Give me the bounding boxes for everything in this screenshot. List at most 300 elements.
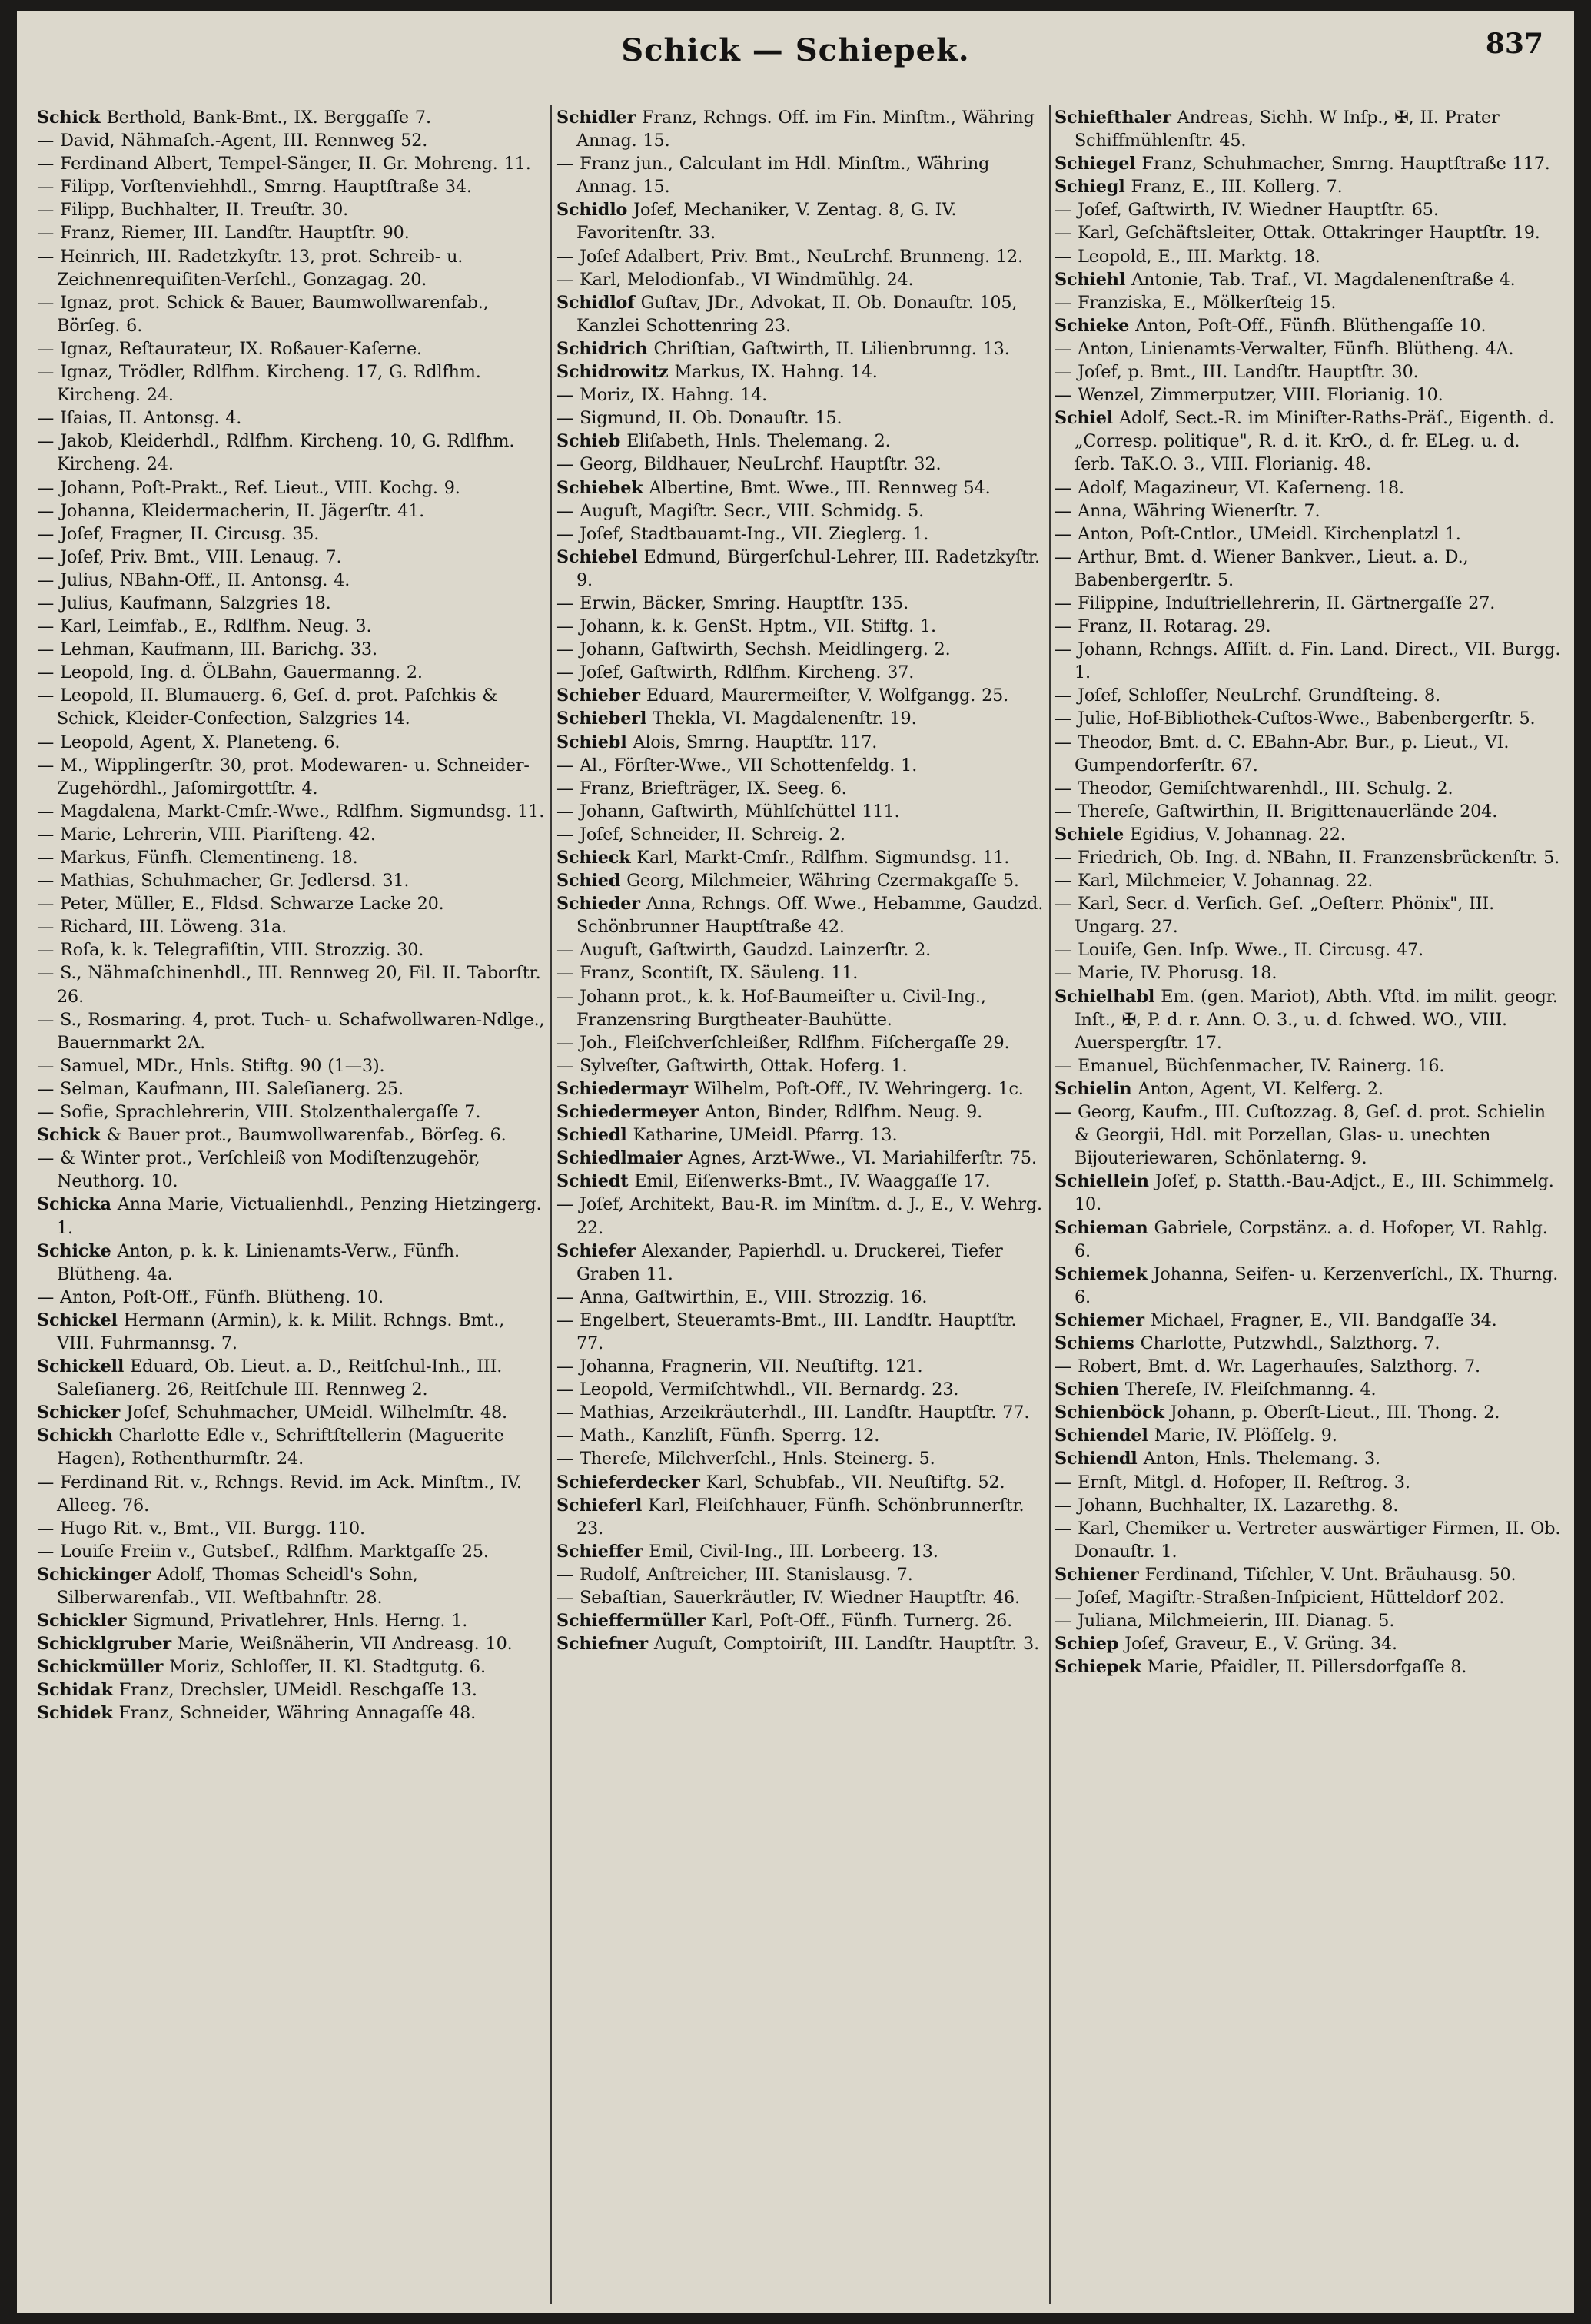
entry-text: Johanna, Seifen- u. Kerzenverſchl., IX. Thurng. 6.	[1075, 1263, 1559, 1307]
entry-surname: Schieck	[556, 848, 631, 868]
entry-text: — Karl, Geſchäftsleiter, Ottak. Ottakringer Hauptſtr. 19.	[1055, 223, 1540, 244]
entry-text: — Roſa, k. k. Telegrafiſtin, VIII. Strozzig. 30.	[37, 940, 424, 961]
entry-surname: Schiellein	[1055, 1171, 1149, 1192]
directory-entry	[1055, 1632, 1562, 1655]
directory-entry	[556, 1031, 1044, 1054]
directory-entry	[556, 1447, 1044, 1470]
entry-text: Georg, Milchmeier, Währing Czermakgaſſe 5.	[620, 871, 1019, 891]
directory-entry	[556, 869, 1044, 892]
entry-text: — Theodor, Gemiſchtwarenhdl., III. Schulg. 2.	[1055, 778, 1453, 798]
directory-entry	[37, 337, 547, 360]
directory-entry	[556, 684, 1044, 707]
entry-text: Joſef, p. Statth.-Bau-Adjct., E., III. Schimmelg. 10.	[1075, 1171, 1554, 1215]
directory-entry	[1055, 985, 1562, 1054]
entry-surname: Schicke	[37, 1240, 111, 1261]
directory-entry	[37, 684, 547, 730]
entry-surname: Schickinger	[37, 1564, 151, 1585]
directory-entry	[556, 638, 1044, 661]
entry-text: — Karl, Melodionfab., VI Windmühlg. 24.	[556, 269, 914, 290]
entry-text: — Lehman, Kaufmann, III. Barichg. 33.	[37, 639, 377, 660]
directory-entry	[37, 1655, 547, 1678]
directory-entry	[1055, 892, 1562, 938]
directory-entry	[556, 823, 1044, 846]
entry-surname: Schiedt	[556, 1171, 629, 1192]
entry-text: Eduard, Ob. Lieut. a. D., Reitſchul-Inh., III. Saleſianerg. 26, Reitſchule III. Rennweg 2.	[57, 1356, 503, 1400]
entry-surname: Schickmüller	[37, 1657, 164, 1678]
entry-text: — Emanuel, Büchſenmacher, IV. Rainerg. 16.	[1055, 1055, 1445, 1076]
entry-surname: Schidek	[37, 1703, 113, 1724]
directory-entry	[1055, 1494, 1562, 1517]
entry-text: Franz, Schneider, Währing Annagaſſe 48.	[112, 1703, 477, 1724]
directory-entry	[37, 846, 547, 869]
directory-entry	[37, 175, 547, 198]
entry-surname: Schieke	[1055, 315, 1130, 336]
entry-surname: Schieder	[556, 894, 640, 915]
directory-entry	[1055, 500, 1562, 523]
entry-text: — Auguſt, Gaſtwirth, Gaudzd. Lainzerſtr. 2.	[556, 940, 932, 961]
directory-entry	[37, 198, 547, 221]
entry-text: — Julie, Hof-Bibliothek-Cuſtos-Wwe., Babenbergerſtr. 5.	[1055, 709, 1536, 729]
directory-entry	[1055, 1471, 1562, 1494]
column-2	[556, 106, 1044, 2304]
entry-text: — Franz, II. Rotarag. 29.	[1055, 616, 1271, 637]
directory-entry	[37, 800, 547, 823]
directory-entry	[556, 1401, 1044, 1424]
directory-entry	[556, 1309, 1044, 1355]
entry-text: — Joſef, Fragner, II. Circusg. 35.	[37, 523, 320, 544]
directory-entry	[556, 661, 1044, 684]
directory-entry	[1055, 823, 1562, 846]
entry-text: — Filippine, Induſtriellehrerin, II. Gärtnergaſſe 27.	[1055, 593, 1496, 613]
entry-surname: Schiebl	[556, 732, 627, 752]
entry-text: — Sigmund, II. Ob. Donauſtr. 15.	[556, 408, 842, 429]
directory-entry	[1055, 1101, 1562, 1170]
entry-text: — Ferdinand Albert, Tempel-Sänger, II. Gr. Mohreng. 11.	[37, 154, 531, 174]
directory-entry	[556, 1124, 1044, 1147]
entry-surname: Schieffermüller	[556, 1611, 706, 1632]
entry-text: — Julius, NBahn-Off., II. Antonsg. 4.	[37, 569, 350, 590]
entry-text: — M., Wipplingerſtr. 30, prot. Modewaren- u. Schneider-Zugehördhl., Jaſomirgottſtr. 4.	[37, 755, 530, 798]
entry-text: — Louiſe Freiin v., Gutsbeſ., Rdlfhm. Marktgaſſe 25.	[37, 1541, 489, 1562]
directory-entry	[556, 754, 1044, 777]
entry-text: — Ferdinand Rit. v., Rchngs. Revid. im Ack. Minſtm., IV. Alleeg. 76.	[37, 1472, 522, 1516]
directory-entry	[1055, 731, 1562, 777]
entry-surname: Schickell	[37, 1356, 125, 1377]
entry-surname: Schidrich	[556, 338, 648, 359]
directory-entry	[556, 476, 1044, 500]
directory-entry	[37, 1193, 547, 1239]
entry-text: — Franz, Scontiſt, IX. Säuleng. 11.	[556, 963, 859, 984]
directory-entry	[37, 1517, 547, 1540]
directory-entry	[556, 1563, 1044, 1586]
directory-entry	[37, 569, 547, 592]
entry-surname: Schiegl	[1055, 177, 1125, 198]
entry-text: Em. (gen. Mariot), Abth. Vſtd. im milit. geogr. Inſt., ✠, P. d. r. Ann. O. 3., u. d. ſchwed. WO., VIII. Auerspergſtr. 17.	[1075, 986, 1558, 1053]
directory-entry	[1055, 1170, 1562, 1216]
directory-entry	[37, 500, 547, 523]
entry-text: Johann, p. Oberſt-Lieut., III. Thong. 2.	[1164, 1403, 1500, 1423]
directory-entry	[1055, 360, 1562, 383]
directory-entry	[556, 1471, 1044, 1494]
entry-text: — Al., Förſter-Wwe., VII Schottenfeldg. 1.	[556, 755, 918, 775]
directory-entry	[556, 985, 1044, 1031]
entry-text: Markus, IX. Hahng. 14.	[668, 362, 878, 383]
entry-text: — Wenzel, Zimmerputzer, VIII. Florianig. 10.	[1055, 385, 1443, 406]
directory-entry	[1055, 314, 1562, 337]
directory-entry	[37, 245, 547, 291]
entry-text: — Joſef, Gaſtwirth, IV. Wiedner Hauptſtr. 65.	[1055, 200, 1439, 221]
entry-text: — Iſaias, II. Antonsg. 4.	[37, 408, 242, 429]
entry-surname: Schiegel	[1055, 154, 1136, 174]
directory-entry	[556, 961, 1044, 984]
entry-text: — Joſef, Magiſtr.-Straßen-Inſpicient, Hütteldorf 202.	[1055, 1588, 1505, 1608]
directory-entry	[556, 1355, 1044, 1378]
directory-entry	[1055, 800, 1562, 823]
directory-entry	[556, 106, 1044, 152]
directory-entry	[556, 1054, 1044, 1077]
entry-text: Gabriele, Corpstänz. a. d. Hofoper, VI. Rahlg. 6.	[1075, 1217, 1548, 1261]
entry-text: — Filipp, Buchhalter, II. Treuſtr. 30.	[37, 200, 349, 221]
entry-surname: Schiep	[1055, 1634, 1119, 1655]
entry-text: Wilhelm, Poſt-Off., IV. Wehringerg. 1c.	[688, 1078, 1024, 1099]
directory-entry	[1055, 407, 1562, 476]
entry-text: — Moriz, IX. Hahng. 14.	[556, 385, 768, 406]
column-1	[37, 106, 547, 2304]
entry-surname: Schidler	[556, 108, 636, 128]
entry-text: Emil, Eiſenwerks-Bmt., IV. Waaggaſſe 17.	[628, 1171, 991, 1192]
directory-entry	[37, 523, 547, 546]
entry-surname: Schiedl	[556, 1125, 627, 1146]
running-head: Schick — Schiepek.	[621, 32, 970, 68]
entry-text: — Georg, Bildhauer, NeuLrchf. Hauptſtr. 32.	[556, 454, 942, 475]
entry-text: Michael, Fragner, E., VII. Bandgaſſe 34.	[1144, 1310, 1497, 1330]
entry-text: — Juliana, Milchmeierin, III. Dianag. 5.	[1055, 1611, 1395, 1632]
entry-text: — Joſef, p. Bmt., III. Landſtr. Hauptſtr. 30.	[1055, 362, 1419, 383]
entry-text: — Anna, Währing Wienerſtr. 7.	[1055, 500, 1320, 521]
directory-entry	[1055, 152, 1562, 175]
entry-text: Joſef, Schuhmacher, UMeidl. Wilhelmſtr. 48.	[120, 1403, 507, 1423]
entry-surname: Schied	[556, 871, 621, 891]
directory-entry	[556, 731, 1044, 754]
entry-text: Thekla, VI. Magdalenenſtr. 19.	[646, 709, 917, 729]
entry-surname: Schiendl	[1055, 1449, 1138, 1469]
entry-surname: Schiepek	[1055, 1657, 1141, 1678]
directory-entry	[1055, 1309, 1562, 1332]
entry-text: Joſef, Mechaniker, V. Zentag. 8, G. IV. Favoritenſtr. 33.	[576, 200, 957, 244]
directory-entry	[1055, 1077, 1562, 1101]
entry-text: — Karl, Chemiker u. Vertreter auswärtiger Firmen, II. Ob. Donauſtr. 1.	[1055, 1518, 1561, 1562]
directory-entry	[37, 1540, 547, 1563]
directory-entry	[37, 1240, 547, 1286]
entry-text: Adolf, Sect.-R. im Miniſter-Raths-Präſ., Eigenth. d. „Corresp. politique", R. d. it. KrO., d. fr. ELeg. u. d. ſerb. TaK.O. 3., VIII. Florianig. 48.	[1075, 408, 1555, 475]
entry-text: — Johann, Poſt-Prakt., Ref. Lieut., VIII. Kochg. 9.	[37, 477, 460, 498]
directory-entry	[1055, 1401, 1562, 1424]
entry-text: — Karl, Leimfab., E., Rdlfhm. Neug. 3.	[37, 616, 372, 637]
entry-text: — & Winter prot., Verſchleiß von Modiſtenzugehör, Neuthorg. 10.	[37, 1148, 480, 1192]
entry-text: Berthold, Bank-Bmt., IX. Berggaſſe 7.	[100, 108, 431, 128]
entry-text: — Joſef, Priv. Bmt., VIII. Lenaug. 7.	[37, 546, 342, 567]
entry-text: Alexander, Papierhdl. u. Druckerei, Tiefer Graben 11.	[576, 1240, 1003, 1284]
entry-text: Marie, IV. Plöſſelg. 9.	[1148, 1426, 1337, 1446]
entry-text: — Jakob, Kleiderhdl., Rdlfhm. Kircheng. 10, G. Rdlfhm. Kircheng. 24.	[37, 431, 515, 475]
directory-entry	[556, 846, 1044, 869]
entry-surname: Schicka	[37, 1194, 111, 1215]
entry-surname: Schiefner	[556, 1634, 648, 1655]
entry-text: — Johanna, Fragnerin, VII. Neuſtiftg. 121.	[556, 1356, 923, 1377]
directory-page	[17, 11, 1574, 2313]
entry-text: Anton, Hnls. Thelemang. 3.	[1137, 1449, 1380, 1469]
entry-surname: Schiedermeyer	[556, 1102, 699, 1123]
directory-entry	[1055, 175, 1562, 198]
entry-text: Marie, Weißnäherin, VII Andreasg. 10.	[171, 1634, 513, 1655]
directory-entry	[1055, 1609, 1562, 1632]
entry-text: Franz, Schuhmacher, Smrng. Hauptſtraße 117.	[1135, 154, 1550, 174]
entry-text: — Ernſt, Mitgl. d. Hofoper, II. Reſtrog. 3.	[1055, 1472, 1410, 1492]
entry-text: — Leopold, Ing. d. ÖLBahn, Gauermanng. 2.	[37, 662, 423, 683]
entry-surname: Schieferl	[556, 1495, 643, 1516]
entry-text: Ferdinand, Tiſchler, V. Unt. Bräuhausg. 50.	[1138, 1564, 1516, 1585]
entry-surname: Schiele	[1055, 824, 1124, 845]
directory-entry	[37, 661, 547, 684]
directory-entry	[37, 915, 547, 938]
entry-text: — Joſef, Schloſſer, NeuLrchf. Grundſteing. 8.	[1055, 686, 1440, 706]
entry-text: — Marie, IV. Phorusg. 18.	[1055, 963, 1277, 984]
directory-entry	[37, 1124, 547, 1147]
entry-surname: Schickh	[37, 1426, 113, 1446]
entry-text: — Mathias, Schuhmacher, Gr. Jedlersd. 31.	[37, 871, 410, 891]
directory-entry	[556, 523, 1044, 546]
directory-entry	[37, 1401, 547, 1424]
directory-entry	[1055, 1424, 1562, 1447]
directory-entry	[37, 592, 547, 615]
directory-entry	[1055, 337, 1562, 360]
entry-text: — Julius, Kaufmann, Salzgries 18.	[37, 593, 331, 613]
directory-entry	[556, 1240, 1044, 1286]
entry-text: — Karl, Milchmeier, V. Johannag. 22.	[1055, 871, 1373, 891]
entry-text: — Johann, Rchngs. Aſſiſt. d. Fin. Land. Direct., VII. Burgg. 1.	[1055, 639, 1561, 683]
entry-text: Katharine, UMeidl. Pfarrg. 13.	[626, 1125, 898, 1146]
directory-entry	[37, 754, 547, 800]
entry-text: Franz, Drechsler, UMeidl. Reschgaſſe 13.	[112, 1680, 477, 1701]
entry-text: — Mathias, Arzeikräuterhdl., III. Landſtr. Hauptſtr. 77.	[556, 1403, 1030, 1423]
directory-entry	[556, 268, 1044, 291]
directory-entry	[1055, 198, 1562, 221]
directory-entry	[556, 500, 1044, 523]
directory-entry	[1055, 1517, 1562, 1563]
directory-entry	[37, 1054, 547, 1077]
entry-text: & Bauer prot., Baumwollwarenfab., Börſeg. 6.	[100, 1125, 507, 1146]
entry-text: Albertine, Bmt. Wwe., III. Rennweg 54.	[643, 477, 991, 498]
entry-text: Antonie, Tab. Traf., VI. Magdalenenſtraße 4.	[1125, 269, 1516, 290]
directory-entry	[556, 592, 1044, 615]
directory-entry	[556, 892, 1044, 938]
entry-text: Thereſe, IV. Fleiſchmanng. 4.	[1118, 1379, 1377, 1400]
entry-text: — Arthur, Bmt. d. Wiener Bankver., Lieut. a. D., Babenbergerſtr. 5.	[1055, 546, 1469, 590]
entry-text: Edmund, Bürgerſchul-Lehrer, III. Radetzkyſtr. 9.	[576, 546, 1040, 590]
directory-entry	[1055, 106, 1562, 152]
entry-surname: Schick	[37, 1125, 101, 1146]
entry-surname: Schieferdecker	[556, 1472, 700, 1492]
directory-entry	[1055, 1655, 1562, 1678]
entry-text: — Heinrich, III. Radetzkyſtr. 13, prot. Schreib- u. Zeichnenrequiſiten-Verſchl., Gonzagag. 20.	[37, 246, 463, 290]
entry-text: — Peter, Müller, E., Fldsd. Schwarze Lacke 20.	[37, 894, 444, 915]
directory-entry	[556, 546, 1044, 592]
entry-text: — Joſef, Schneider, II. Schreig. 2.	[556, 824, 845, 845]
entry-text: Chriſtian, Gaſtwirth, II. Lilienbrunng. 13.	[647, 338, 1010, 359]
entry-surname: Schiedlmaier	[556, 1148, 683, 1169]
entry-surname: Schielhabl	[1055, 986, 1155, 1007]
column-rule	[1049, 105, 1051, 2304]
entry-text: — Selman, Kaufmann, III. Saleſianerg. 25.	[37, 1078, 404, 1099]
directory-entry	[1055, 592, 1562, 615]
directory-entry	[556, 1586, 1044, 1609]
entry-text: Franz, Rchngs. Off. im Fin. Minſtm., Währing Annag. 15.	[576, 108, 1035, 151]
directory-entry	[556, 777, 1044, 800]
entry-text: — Louiſe, Gen. Inſp. Wwe., II. Circusg. 47.	[1055, 940, 1423, 961]
entry-text: — Anna, Gaſtwirthin, E., VIII. Strozzig. 16.	[556, 1286, 928, 1307]
directory-entry	[1055, 1332, 1562, 1355]
directory-entry	[1055, 476, 1562, 500]
entry-surname: Schiemek	[1055, 1263, 1148, 1284]
directory-entry	[1055, 1447, 1562, 1470]
directory-entry	[556, 1609, 1044, 1632]
entry-text: — Hugo Rit. v., Bmt., VII. Burgg. 110.	[37, 1518, 365, 1539]
entry-surname: Schidrowitz	[556, 362, 669, 383]
directory-entry	[1055, 291, 1562, 314]
entry-text: — Leopold, E., III. Marktg. 18.	[1055, 246, 1320, 267]
directory-entry	[1055, 1054, 1562, 1077]
entry-text: — Franz, Riemer, III. Landſtr. Hauptſtr. 90.	[37, 223, 410, 244]
entry-surname: Schieberl	[556, 709, 647, 729]
entry-text: — Sylveſter, Gaſtwirth, Ottak. Hoferg. 1.	[556, 1055, 908, 1076]
entry-surname: Schicker	[37, 1403, 121, 1423]
entry-text: — Thereſe, Milchverſchl., Hnls. Steinerg. 5.	[556, 1449, 935, 1469]
directory-entry	[37, 476, 547, 500]
directory-entry	[37, 1424, 547, 1470]
entry-text: — Samuel, MDr., Hnls. Stiftg. 90 (1—3).	[37, 1055, 385, 1076]
entry-text: — Johann, k. k. GenSt. Hptm., VII. Stiftg. 1.	[556, 616, 936, 637]
entry-surname: Schieb	[556, 431, 621, 452]
entry-surname: Schieman	[1055, 1217, 1148, 1238]
entry-text: — Erwin, Bäcker, Smring. Hauptſtr. 135.	[556, 593, 909, 613]
directory-entry	[1055, 1217, 1562, 1263]
entry-text: Anton, Poſt-Off., Fünfh. Blüthengaſſe 10.	[1129, 315, 1486, 336]
entry-text: Karl, Poſt-Off., Fünfh. Turnerg. 26.	[706, 1611, 1013, 1632]
entry-text: Marie, Pfaidler, II. Pillersdorfgaſſe 8.	[1141, 1657, 1467, 1678]
directory-entry	[556, 360, 1044, 383]
entry-surname: Schieber	[556, 686, 640, 706]
entry-surname: Schiebek	[556, 477, 643, 498]
directory-entry	[37, 221, 547, 244]
directory-entry	[1055, 777, 1562, 800]
directory-entry	[556, 1170, 1044, 1193]
entry-surname: Schickel	[37, 1310, 118, 1330]
directory-entry	[1055, 1378, 1562, 1401]
entry-text: Karl, Markt-Cmſr., Rdlfhm. Sigmundsg. 11.	[630, 848, 1010, 868]
directory-entry	[556, 1147, 1044, 1170]
entry-surname: Schielin	[1055, 1078, 1132, 1099]
directory-entry	[37, 1702, 547, 1725]
entry-text: — Franz, Briefträger, IX. Seeg. 6.	[556, 778, 847, 798]
directory-entry	[1055, 546, 1562, 592]
entry-text: — Auguſt, Magiſtr. Secr., VIII. Schmidg. 5.	[556, 500, 925, 521]
entry-text: Adolf, Thomas Scheidl's Sohn, Silberwarenfab., VII. Weſtbahnſtr. 28.	[57, 1564, 418, 1608]
entry-text: Karl, Fleiſchhauer, Fünfh. Schönbrunnerſtr. 23.	[576, 1495, 1025, 1539]
entry-text: — Marie, Lehrerin, VIII. Piariſteng. 42.	[37, 824, 376, 845]
entry-text: — Markus, Fünfh. Clementineng. 18.	[37, 848, 358, 868]
directory-entry	[37, 1609, 547, 1632]
entry-surname: Schidlo	[556, 200, 628, 221]
directory-entry	[1055, 523, 1562, 546]
entry-text: — Anton, Poſt-Off., Fünfh. Blütheng. 10.	[37, 1286, 384, 1307]
directory-entry	[37, 961, 547, 1008]
directory-entry	[1055, 846, 1562, 869]
directory-entry	[556, 337, 1044, 360]
entry-text: — Karl, Secr. d. Verſich. Geſ. „Oeſterr. Phönix", III. Ungarg. 27.	[1055, 894, 1495, 938]
entry-text: — Johann prot., k. k. Hof-Baumeiſter u. Civil-Ing., Franzensring Burgtheater-Bauhütte.	[556, 986, 986, 1030]
entry-text: — Sofie, Sprachlehrerin, VIII. Stolzenthalergaſſe 7.	[37, 1102, 481, 1123]
entry-text: — Theodor, Bmt. d. C. EBahn-Abr. Bur., p. Lieut., VI. Gumpendorferſtr. 67.	[1055, 732, 1510, 775]
directory-entry	[556, 1494, 1044, 1540]
directory-entry	[37, 938, 547, 961]
entry-text: Hermann (Armin), k. k. Milit. Rchngs. Bmt., VIII. Fuhrmannsg. 7.	[57, 1310, 505, 1353]
directory-entry	[1055, 684, 1562, 707]
directory-entry	[37, 615, 547, 638]
directory-entry	[556, 1193, 1044, 1239]
entry-surname: Schiedermayr	[556, 1078, 689, 1099]
directory-entry	[556, 1286, 1044, 1309]
directory-entry	[37, 430, 547, 476]
entry-text: — Joh., Fleiſchverſchleißer, Rdlfhm. Fiſchergaſſe 29.	[556, 1032, 1010, 1053]
directory-entry	[556, 1378, 1044, 1401]
entry-text: — Ignaz, prot. Schick & Bauer, Baumwollwarenfab., Börſeg. 6.	[37, 292, 489, 336]
entry-surname: Schiener	[1055, 1564, 1139, 1585]
directory-entry	[37, 1286, 547, 1309]
entry-text: — Joſef, Gaſtwirth, Rdlfhm. Kircheng. 37.	[556, 662, 915, 683]
directory-entry	[556, 152, 1044, 198]
directory-entry	[37, 1309, 547, 1355]
directory-entry	[37, 892, 547, 915]
directory-entry	[1055, 869, 1562, 892]
entry-text: — Ignaz, Reſtaurateur, IX. Roßauer-Kaſerne.	[37, 338, 422, 359]
entry-text: — Leopold, II. Blumauerg. 6, Geſ. d. prot. Paſchkis & Schick, Kleider-Confection, Salzgries 14.	[37, 686, 498, 729]
directory-entry	[1055, 1586, 1562, 1609]
directory-entry	[37, 638, 547, 661]
directory-entry	[556, 938, 1044, 961]
entry-text: — Magdalena, Markt-Cmſr.-Wwe., Rdlfhm. Sigmundsg. 11.	[37, 801, 545, 822]
entry-surname: Schickler	[37, 1611, 127, 1632]
directory-entry	[556, 707, 1044, 730]
entry-text: Anna, Rchngs. Off. Wwe., Hebamme, Gaudzd. Schönbrunner Hauptſtraße 42.	[576, 894, 1044, 938]
entry-text: — S., Rosmaring. 4, prot. Tuch- u. Schafwollwaren-Ndlge., Bauernmarkt 2A.	[37, 1009, 545, 1053]
entry-text: — Robert, Bmt. d. Wr. Lagerhauſes, Salzthorg. 7.	[1055, 1356, 1480, 1377]
directory-entry	[556, 407, 1044, 430]
entry-text: Franz, E., III. Kollerg. 7.	[1124, 177, 1343, 198]
entry-text: — Johanna, Kleidermacherin, II. Jägerſtr. 41.	[37, 500, 425, 521]
entry-text: Anna Marie, Victualienhdl., Penzing Hietzingerg. 1.	[57, 1194, 542, 1238]
entry-surname: Schiel	[1055, 408, 1114, 429]
entry-text: — Anton, Poſt-Cntlor., UMeidl. Kirchenplatzl 1.	[1055, 523, 1461, 544]
entry-text: — Richard, III. Löweng. 31a.	[37, 917, 287, 938]
entry-text: — Franziska, E., Mölkerſteig 15.	[1055, 292, 1337, 313]
directory-entry	[37, 823, 547, 846]
directory-entry	[556, 1632, 1044, 1655]
entry-surname: Schieffer	[556, 1541, 643, 1562]
directory-entry	[37, 546, 547, 569]
entry-text: — Math., Kanzliſt, Fünfh. Sperrg. 12.	[556, 1426, 880, 1446]
entry-text: Andreas, Sichh. W Inſp., ✠, II. Prater Schiffmühlenſtr. 45.	[1075, 108, 1500, 151]
directory-entry	[37, 1101, 547, 1124]
